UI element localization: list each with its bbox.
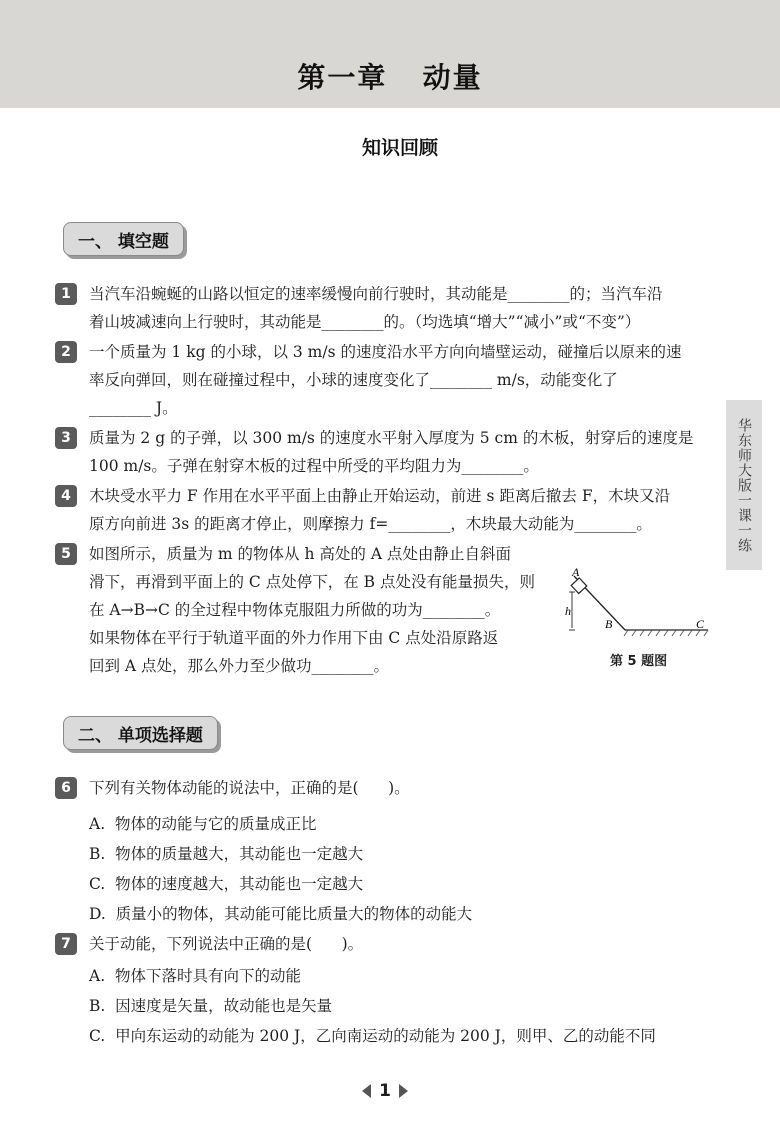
question-text: 质量为 2 g 的子弹，以 300 m/s 的速度水平射入厚度为 5 cm 的木板，射穿后的速度是 bbox=[89, 429, 694, 447]
option-text: B. 因速度是矢量，故动能也是矢量 bbox=[89, 997, 333, 1015]
part2-label: 二、 单项选择题 bbox=[63, 716, 218, 750]
question-number: 3 bbox=[55, 427, 77, 449]
side-tab-label: 华东师大版一课一练 bbox=[736, 417, 752, 553]
option-text: C. 物体的速度越大，其动能也一定越大 bbox=[89, 875, 364, 893]
question-number: 5 bbox=[55, 543, 77, 565]
label-c: C bbox=[696, 617, 705, 631]
chapter-title: 第一章 动量 bbox=[297, 61, 483, 94]
label-a: A bbox=[572, 565, 580, 579]
question-number: 4 bbox=[55, 485, 77, 507]
prev-triangle-icon bbox=[362, 1084, 371, 1098]
part1-label: 一、 填空题 bbox=[63, 222, 184, 256]
question-text: ________ J。 bbox=[89, 399, 178, 417]
figure-caption: 第 5 题图 bbox=[610, 654, 668, 669]
question-text: 100 m/s。子弹在射穿木板的过程中所受的平均阻力为________。 bbox=[89, 457, 539, 475]
option-text: B. 物体的质量越大，其动能也一定越大 bbox=[89, 845, 364, 863]
question-number: 1 bbox=[55, 283, 77, 305]
question-text: 下列有关物体动能的说法中，正确的是( )。 bbox=[89, 779, 410, 797]
page-number-text: 1 bbox=[379, 1081, 391, 1101]
section-heading: 知识回顾 bbox=[361, 137, 438, 159]
question-text: 如图所示，质量为 m 的物体从 h 高处的 A 点处由静止自斜面 bbox=[89, 545, 511, 563]
question-text: 率反向弹回，则在碰撞过程中，小球的速度变化了________ m/s，动能变化了 bbox=[89, 371, 618, 389]
page-number bbox=[355, 1080, 415, 1102]
question-text: 着山坡减速向上行驶时，其动能是________的。（均选填“增大”“减小”或“不变”） bbox=[89, 313, 641, 331]
option-text: A. 物体的动能与它的质量成正比 bbox=[89, 815, 317, 833]
block bbox=[571, 578, 587, 594]
label-b: B bbox=[605, 617, 613, 631]
side-tab bbox=[726, 400, 762, 570]
question-text: 回到 A 点处，那么外力至少做功________。 bbox=[89, 657, 390, 675]
question-text: 一个质量为 1 kg 的小球，以 3 m/s 的速度沿水平方向向墙壁运动，碰撞后以原来的速 bbox=[89, 343, 682, 361]
question-number: 7 bbox=[55, 933, 77, 955]
question-text: 滑下，再滑到平面上的 C 点处停下，在 B 点处没有能量损失，则 bbox=[89, 573, 535, 591]
next-triangle-icon bbox=[399, 1084, 408, 1098]
question-text: 原方向前进 3s 的距离才停止，则摩擦力 f=________，木块最大动能为________。 bbox=[89, 515, 652, 533]
option-text: D. 质量小的物体，其动能可能比质量大的物体的动能大 bbox=[89, 905, 473, 923]
label-h: h bbox=[565, 604, 571, 618]
question-text: 在 A→B→C 的全过程中物体克服阻力所做的功为________。 bbox=[89, 601, 501, 619]
question-text: 木块受水平力 F 作用在水平平面上由静止开始运动，前进 s 距离后撤去 F，木块又沿 bbox=[89, 487, 671, 505]
question-text: 当汽车沿蜿蜒的山路以恒定的速率缓慢向前行驶时，其动能是________的；当汽车沿 bbox=[89, 285, 663, 303]
incline-figure bbox=[560, 562, 710, 647]
question-text: 如果物体在平行于轨道平面的外力作用下由 C 点处沿原路返 bbox=[89, 629, 499, 647]
question-number: 2 bbox=[55, 341, 77, 363]
question-number: 6 bbox=[55, 777, 77, 799]
question-text: 关于动能，下列说法中正确的是( )。 bbox=[89, 935, 364, 953]
option-text: A. 物体下落时具有向下的动能 bbox=[89, 967, 301, 985]
option-text: C. 甲向东运动的动能为 200 J，乙向南运动的动能为 200 J，则甲、乙的动能不同 bbox=[89, 1027, 656, 1045]
